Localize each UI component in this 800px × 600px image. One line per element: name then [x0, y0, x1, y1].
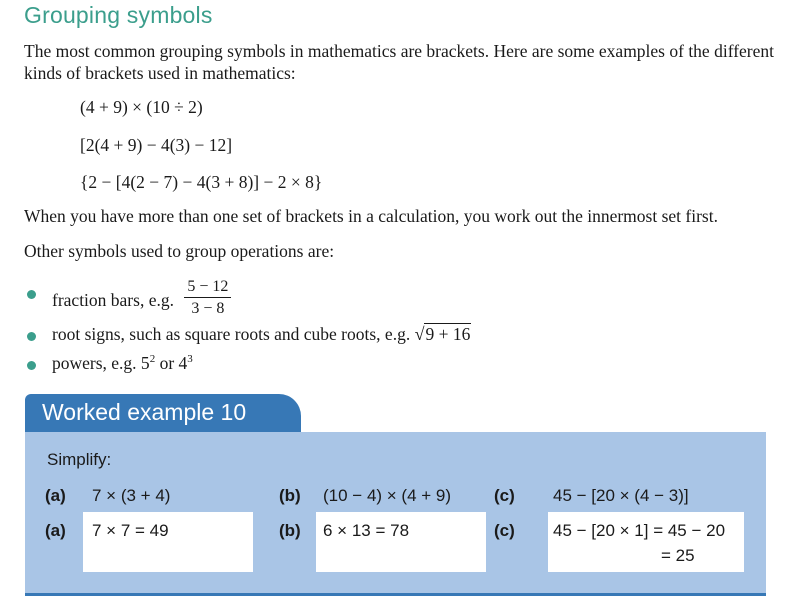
- bullet-text: fraction bars, e.g.: [52, 290, 174, 311]
- fraction-example: [184, 278, 231, 318]
- bracket-example: {2 − [4(2 − 7) − 4(3 + 8)] − 2 × 8}: [80, 172, 323, 192]
- bullet-fraction: [52, 278, 231, 322]
- section-heading: Grouping symbols: [24, 2, 213, 28]
- bullet-powers: [52, 353, 193, 374]
- worked-example-title: Worked example 10: [42, 399, 247, 425]
- answer-text: 7 × 7 = 49: [92, 521, 169, 540]
- bullet-text: powers, e.g. 5: [52, 353, 150, 373]
- bullet-root: [52, 324, 471, 345]
- answer-text-continued: = 25: [661, 546, 695, 565]
- other-symbols-paragraph: Other symbols used to group operations are:: [24, 241, 335, 261]
- answer-text: 6 × 13 = 78: [323, 521, 410, 540]
- question-expression: (10 − 4) × (4 + 9): [323, 486, 452, 505]
- worked-instruction: Simplify:: [47, 450, 112, 469]
- answer-label: (a): [45, 521, 66, 540]
- bullet-icon: [27, 290, 36, 299]
- question-label: (a): [45, 486, 66, 505]
- intro-paragraph: The most common grouping symbols in mathematics are brackets. Here are some examples of the different kinds of brackets used in mathematics:: [24, 41, 775, 83]
- bullet-text: root signs, such as square roots and cube roots, e.g.: [52, 324, 411, 344]
- question-expression: 7 × (3 + 4): [92, 486, 171, 505]
- bullet-icon: [27, 332, 36, 341]
- square-root-icon: √: [414, 324, 425, 344]
- question-expression: 45 − [20 × (4 − 3)]: [553, 486, 689, 505]
- power-exponent: 2: [149, 353, 156, 366]
- answer-label: (c): [494, 521, 515, 540]
- answer-label: (b): [279, 521, 301, 540]
- fraction-denominator: 3 − 8: [191, 300, 225, 317]
- power-exponent: 3: [187, 353, 193, 366]
- question-label: (c): [494, 486, 515, 505]
- answer-text: 45 − [20 × 1] = 45 − 20: [553, 521, 726, 540]
- root-expression: 9 + 16: [425, 324, 471, 344]
- bullet-icon: [27, 361, 36, 370]
- bullet-text: or 4: [155, 353, 188, 373]
- innermost-paragraph: When you have more than one set of brackets in a calculation, you work out the innermost set first.: [24, 206, 718, 226]
- bracket-example: (4 + 9) × (10 ÷ 2): [80, 97, 203, 117]
- bracket-example: [2(4 + 9) − 4(3) − 12]: [80, 135, 233, 155]
- question-label: (b): [279, 486, 301, 505]
- fraction-numerator: 5 − 12: [184, 278, 231, 298]
